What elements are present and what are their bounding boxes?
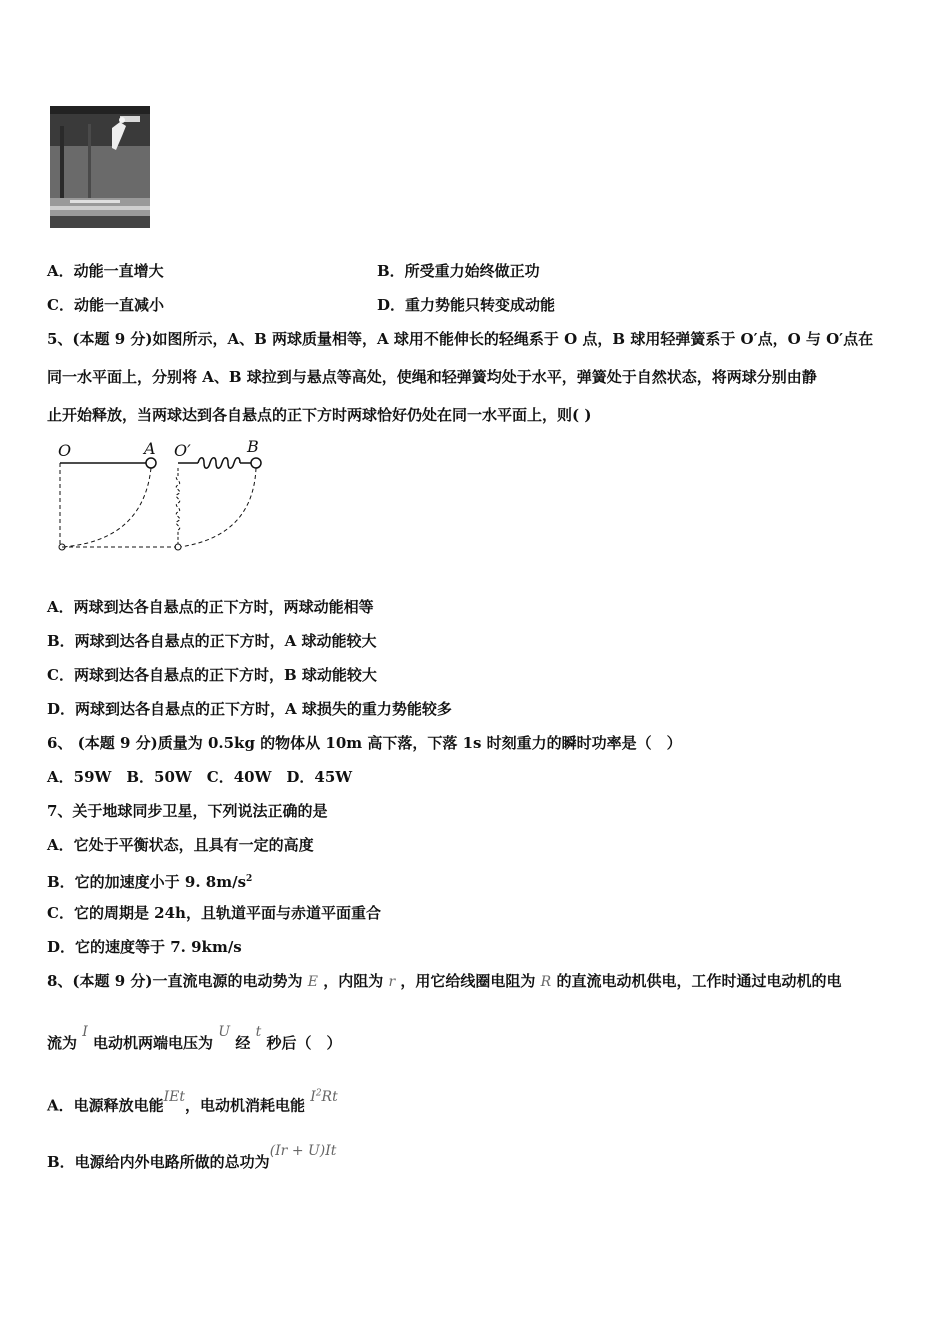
q7-option-b: B．它的加速度小于 9. $8m/s^2$ [47,873,253,891]
ball-a-path [62,468,151,547]
label-o-prime: O′ [174,441,191,460]
q6-options: A．59W B．50W C．40W D．45W [47,768,353,786]
math-total-work: (Ir + U)It [269,1143,337,1159]
q5-stem-line1: 5、(本题 9 分)如图所示，A、B 两球质量相等，A 球用不能伸长的轻绳系于 O 点，B 球用轻弹簧系于 O′点，O 与 O′点在 [47,330,874,348]
q8-stem-line2: 流为 I 电动机两端电压为 U 经 t 秒后（ ） [47,1024,342,1052]
ball-a [146,458,156,468]
symbol-t: t [255,1024,262,1040]
q5-stem-line3: 止开始释放，当两球达到各自悬点的正下方时两球恰好仍处在同一水平面上，则( ) [47,406,592,424]
q8-stem-line1: 8、(本题 9 分)一直流电源的电动势为 E ，内阻为 r ，用它给线圈电阻为 R 的直流电动机供电，工作时通过电动机的电 [47,972,842,990]
math-iet: IEt [163,1088,186,1105]
q7-option-d: D．它的速度等于 7. 9km/s [47,938,242,956]
symbol-i: I [82,1024,88,1040]
q5-option-a: A．两球到达各自悬点的正下方时，两球动能相等 [47,598,374,616]
ball-b-path [180,468,256,547]
label-b: B [247,437,259,456]
q4-option-c: C．动能一直减小 [47,296,164,314]
label-a: A [144,439,156,458]
symbol-e: E [307,974,318,990]
q8-option-a: A．电源释放电能IEt，电动机消耗电能 $I^2Rt$ [47,1088,338,1115]
symbol-r: r [388,974,396,990]
pendulum-spring-diagram [48,436,288,556]
q8-option-b: B．电源给内外电路所做的总功为(Ir + U)It [47,1143,337,1171]
q7-option-c: C．它的周期是 24h，且轨道平面与赤道平面重合 [47,904,381,922]
math-i2rt: $I^2Rt$ [310,1088,338,1105]
symbol-u: U [218,1024,231,1040]
q5-stem-line2: 同一水平面上，分别将 A、B 球拉到与悬点等高处，使绳和轻弹簧均处于水平，弹簧处于自然状态，将两球分别由静 [47,368,817,386]
athlete-photo [50,106,150,228]
q4-option-a: A．动能一直增大 [47,262,164,280]
q7-stem: 7、关于地球同步卫星，下列说法正确的是 [47,802,328,820]
q7-option-a: A．它处于平衡状态，且具有一定的高度 [47,836,314,854]
spring [198,458,240,469]
symbol-big-r: R [540,974,552,990]
ball-b [251,458,261,468]
q4-option-d: D．重力势能只转变成动能 [377,296,556,314]
label-o: O [58,441,72,460]
q4-option-b: B．所受重力始终做正功 [377,262,540,280]
q5-option-b: B．两球到达各自悬点的正下方时，A 球动能较大 [47,632,377,650]
spring-vertical-dashed [176,468,179,544]
q5-option-d: D．两球到达各自悬点的正下方时，A 球损失的重力势能较多 [47,700,452,718]
q5-option-c: C．两球到达各自悬点的正下方时，B 球动能较大 [47,666,377,684]
q6-stem: 6、 (本题 9 分)质量为 0.5kg 的物体从 10m 高下落，下落 1s 时刻重力的瞬时功率是（ ） [47,734,682,752]
